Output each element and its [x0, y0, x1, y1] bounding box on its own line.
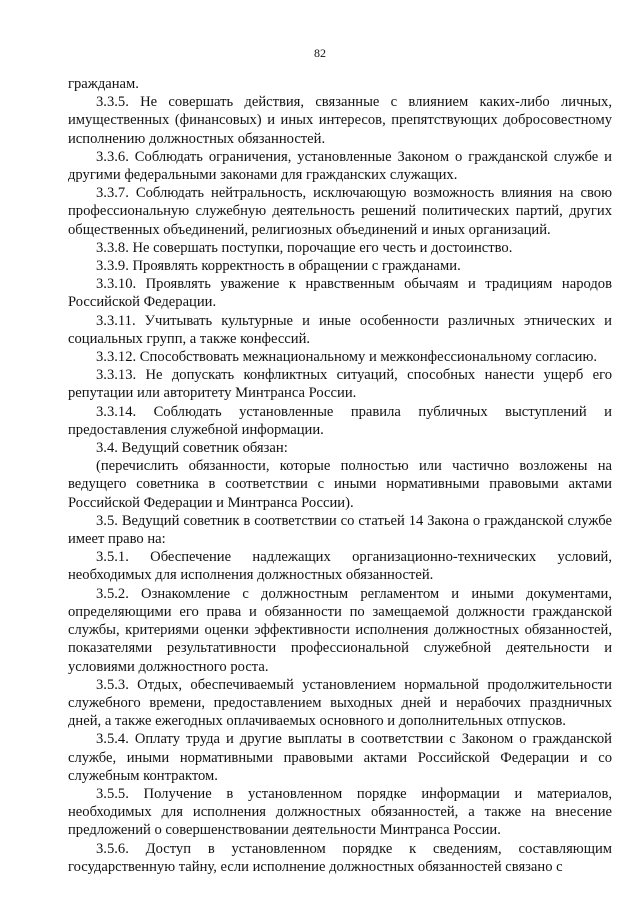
- paragraph-continuation: гражданам.: [68, 76, 139, 92]
- paragraph-3-3-7: 3.3.7. Соблюдать нейтральность, исключающую возможность влияния на свою профессиональную служебную деятельность решений политических партий, других общественных объединений, религиозных объединений и иных организаций.: [68, 185, 612, 238]
- paragraph-3-4-note: (перечислить обязанности, которые полностью или частично возложены на ведущего советника в соответствии с иными нормативными правовыми актами Российской Федерации и Минтранса России).: [68, 458, 612, 511]
- paragraph-3-3-12: 3.3.12. Способствовать межнациональному и межконфессиональному согласию.: [96, 349, 598, 366]
- paragraph-3-5: 3.5. Ведущий советник в соответствии со статьей 14 Закона о гражданской службе имеет право на:: [68, 512, 612, 548]
- paragraph-3-3-6: 3.3.6. Соблюдать ограничения, установленные Законом о гражданской службе и другими федеральными законами для гражданских служащих.: [68, 148, 612, 184]
- paragraph-3-5-3: 3.5.3. Отдых, обеспечиваемый установлением нормальной продолжительности служебного времени, предоставлением выходных дней и нерабочих праздничных дней, а также ежегодных оплачиваемых основного и дополнительных отпусков.: [68, 676, 612, 730]
- paragraph-3-3-9: 3.3.9. Проявлять корректность в обращении с гражданами.: [96, 258, 461, 275]
- page-number: 82: [314, 46, 326, 60]
- paragraph-3-5-6: 3.5.6. Доступ в установленном порядке к сведениям, составляющим государственную тайну, если исполнение должностных обязанностей связано с: [68, 840, 612, 875]
- paragraph-3-3-11: 3.3.11. Учитывать культурные и иные особенности различных этнических и социальных групп, а также конфессий.: [68, 312, 612, 347]
- paragraph-3-3-13: 3.3.13. Не допускать конфликтных ситуаций, способных нанести ущерб его репутации или авторитету Минтранса России.: [68, 367, 612, 402]
- paragraph-3-5-2: 3.5.2. Ознакомление с должностным регламентом и иными документами, определяющими его права и обязанности по замещаемой должности гражданской службы, критериями оценки эффективности исполнения должностных обязанностей, показателями результативности профессиональной служебной деятельности и условиями должностного роста.: [68, 585, 612, 675]
- paragraph-3-3-8: 3.3.8. Не совершать поступки, порочащие его честь и достоинство.: [96, 239, 513, 256]
- paragraph-3-3-5: 3.3.5. Не совершать действия, связанные с влиянием каких-либо личных, имущественных (финансовых) и иных интересов, препятствующих добросовестному исполнению должностных обязанностей.: [68, 94, 612, 147]
- paragraph-3-3-14: 3.3.14. Соблюдать установленные правила публичных выступлений и предоставления служебной информации.: [68, 403, 612, 438]
- paragraph-3-4: 3.4. Ведущий советник обязан:: [96, 440, 288, 457]
- paragraph-3-5-5: 3.5.5. Получение в установленном порядке информации и материалов, необходимых для исполнения должностных обязанностей, а также на внесение предложений о совершенствовании деятельности Минтранса России.: [68, 785, 612, 839]
- paragraph-3-3-10: 3.3.10. Проявлять уважение к нравственным обычаям и традициям народов Российской Федерации.: [68, 276, 612, 311]
- paragraph-3-5-4: 3.5.4. Оплату труда и другие выплаты в соответствии с Законом о гражданской службе, иными нормативными правовыми актами Российской Федерации и со служебным контрактом.: [68, 731, 612, 784]
- document-body: [68, 75, 612, 876]
- paragraph-3-5-1: 3.5.1. Обеспечение надлежащих организационно-технических условий, необходимых для исполнения должностных обязанностей.: [68, 549, 612, 584]
